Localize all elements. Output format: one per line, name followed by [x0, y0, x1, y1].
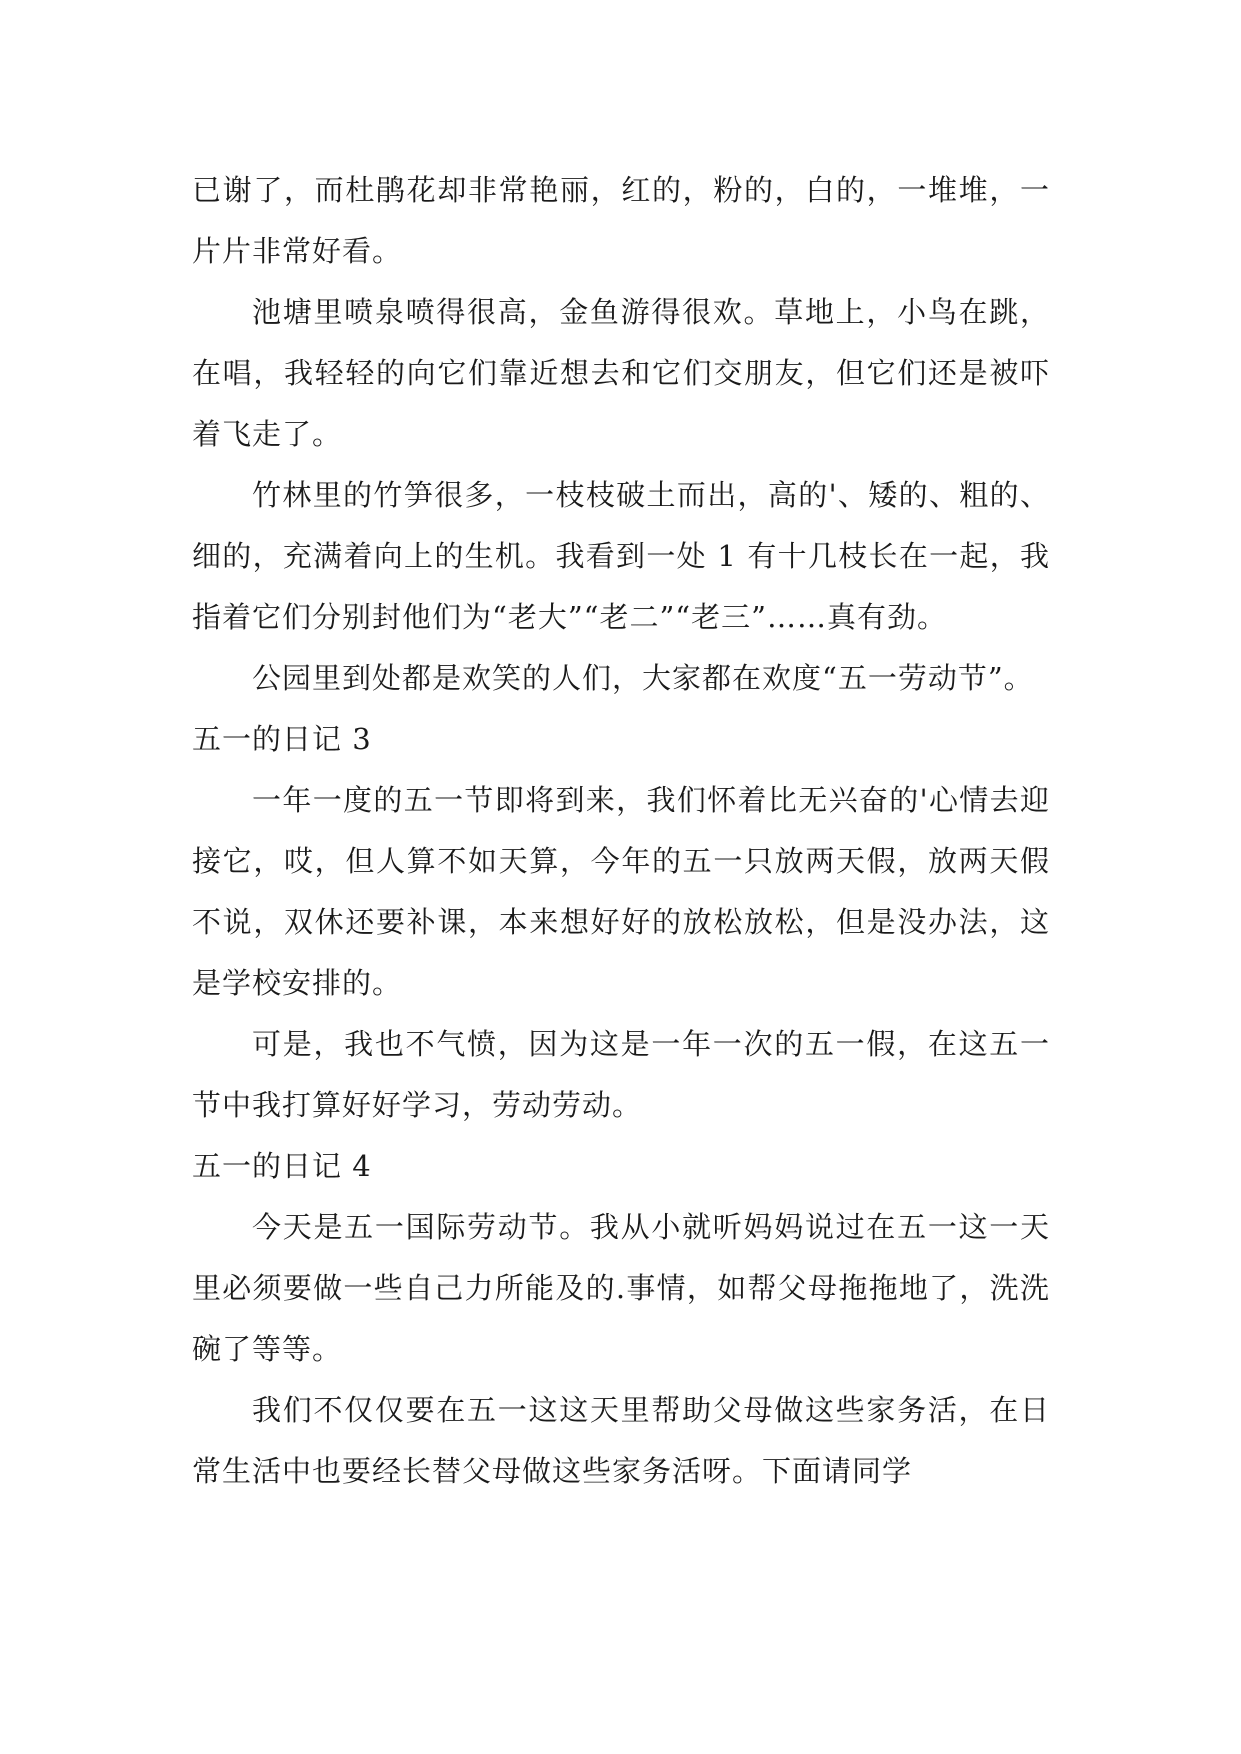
paragraph-pond: 池塘里喷泉喷得很高，金鱼游得很欢。草地上，小鸟在跳，在唱，我轻轻的向它们靠近想去和它们交朋友，但它们还是被吓着飞走了。	[192, 295, 1050, 451]
paragraph-housework: 我们不仅仅要在五一这这天里帮助父母做这些家务活，在日常生活中也要经长替父母做这些家务活呀。下面请同学	[192, 1393, 1050, 1488]
paragraph-park: 公园里到处都是欢笑的人们，大家都在欢度“五一劳动节”。	[252, 661, 1034, 695]
heading-diary-3: 五一的日记 3	[192, 722, 372, 756]
paragraph-holiday: 一年一度的五一节即将到来，我们怀着比无兴奋的'心情去迎接它，哎，但人算不如天算，今年的五一只放两天假，放两天假不说，双休还要补课，本来想好好的放松放松，但是没办法，这是学校安排的。	[192, 783, 1050, 1000]
paragraph-bamboo: 竹林里的竹笋很多，一枝枝破土而出，高的'、矮的、粗的、细的，充满着向上的生机。我看到一处 1 有十几枝长在一起，我指着它们分别封他们为“老大”“老二”“老三”……真有劲。	[192, 478, 1050, 634]
heading-diary-4: 五一的日记 4	[192, 1149, 372, 1183]
paragraph-labor-day: 今天是五一国际劳动节。我从小就听妈妈说过在五一这一天里必须要做一些自己力所能及的.事情，如帮父母拖拖地了，洗洗碗了等等。	[192, 1210, 1050, 1366]
document-body	[192, 160, 1050, 1502]
paragraph-azalea: 已谢了，而杜鹃花却非常艳丽，红的，粉的，白的，一堆堆，一片片非常好看。	[192, 173, 1050, 268]
paragraph-plan: 可是，我也不气愤，因为这是一年一次的五一假，在这五一节中我打算好好学习，劳动劳动。	[192, 1027, 1050, 1122]
